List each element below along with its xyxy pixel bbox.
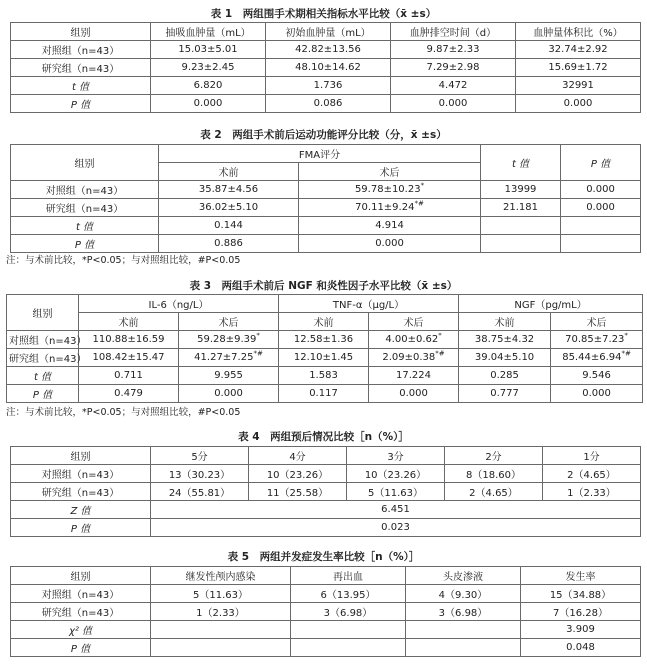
cell-value: 2.09±0.38: [382, 352, 436, 363]
table-cell: 0.000: [561, 199, 641, 217]
table3-ngf-header: NGF（pg/mL）: [459, 295, 643, 313]
table4-header-cell: 1分: [543, 447, 641, 465]
table-cell: 6.451: [151, 501, 641, 519]
table-cell: 24（55.81）: [151, 483, 249, 501]
row-label: P 值: [7, 385, 79, 403]
row-label: 研究组（n=43）: [11, 603, 151, 621]
cell-value: 85.44±6.94: [562, 352, 622, 363]
table5-header-cell: 组别: [11, 567, 151, 585]
table-cell: [561, 217, 641, 235]
table1-title: 表 1 两组围手术期相关指标水平比较（x̄ ±s）: [210, 8, 437, 20]
table-cell: 9.955: [179, 367, 279, 385]
table5-header-cell: 继发性颅内感染: [151, 567, 291, 585]
table-cell: 3.909: [521, 621, 641, 639]
row-label: 研究组（n=43）: [7, 349, 79, 367]
table-cell: [481, 235, 561, 253]
table-cell: 1（2.33）: [543, 483, 641, 501]
table-cell: 5（11.63）: [151, 585, 291, 603]
table3-tnf-header: TNF-α（μg/L）: [279, 295, 459, 313]
table-cell: 108.42±15.47: [79, 349, 179, 367]
row-label: 研究组（n=43）: [11, 483, 151, 501]
table1-header-cell: 初始血肿量（mL）: [266, 23, 391, 41]
table1-header-cell: 抽吸血肿量（mL）: [151, 23, 266, 41]
table-cell: 7（16.28）: [521, 603, 641, 621]
table-row: [11, 95, 641, 113]
table-cell: [179, 349, 279, 367]
table-row: [11, 585, 641, 603]
significance-mark: *: [420, 181, 425, 190]
table4-header-cell: 4分: [249, 447, 347, 465]
significance-mark: *: [438, 331, 442, 340]
table-cell: [369, 331, 459, 349]
table-row: [7, 385, 643, 403]
table4-header-cell: 2分: [445, 447, 543, 465]
row-label: P 值: [11, 639, 151, 657]
table-cell: 35.87±4.56: [159, 181, 299, 199]
row-label: 研究组（n=43）: [11, 199, 159, 217]
cell-value: 41.27±7.25: [194, 352, 254, 363]
table3-note: 注：与术前比较，*P<0.05；与对照组比较，#P<0.05: [6, 407, 241, 418]
row-label: χ² 值: [11, 621, 151, 639]
row-label: t 值: [7, 367, 79, 385]
cell-value: 59.28±9.39: [197, 334, 257, 345]
table-cell: 6.820: [151, 77, 266, 95]
table-cell: 4.472: [391, 77, 516, 95]
table4: [10, 446, 641, 537]
table-cell: [299, 199, 481, 217]
table4-header-cell: 5分: [151, 447, 249, 465]
table-cell: 1.583: [279, 367, 369, 385]
table-cell: 4（9.30）: [406, 585, 521, 603]
table-cell: 39.04±5.10: [459, 349, 551, 367]
significance-mark: *: [624, 331, 628, 340]
table-cell: 0.086: [266, 95, 391, 113]
table-cell: 1.736: [266, 77, 391, 95]
table-cell: 2（4.65）: [543, 465, 641, 483]
table-row: [11, 181, 641, 199]
table1: [10, 22, 641, 113]
row-label: 对照组（n=43）: [11, 585, 151, 603]
post-header: 术后: [179, 313, 279, 331]
table-cell: 0.000: [391, 95, 516, 113]
table-row: [11, 603, 641, 621]
table2-title: 表 2 两组手术前后运动功能评分比较（分，x̄ ±s）: [200, 129, 447, 141]
table5-header-cell: 发生率: [521, 567, 641, 585]
significance-mark: *#: [621, 349, 631, 358]
table-cell: 32991: [516, 77, 641, 95]
table-cell: 0.023: [151, 519, 641, 537]
table-cell: 5（11.63）: [347, 483, 445, 501]
significance-mark: *#: [435, 349, 445, 358]
table4-header-cell: 3分: [347, 447, 445, 465]
table-cell: [291, 621, 406, 639]
table-row: [11, 501, 641, 519]
table2-post-header: 术后: [299, 163, 481, 181]
table2: [10, 144, 641, 253]
table-cell: 8（18.60）: [445, 465, 543, 483]
table-cell: 0.144: [159, 217, 299, 235]
table-cell: 0.000: [516, 95, 641, 113]
table-row: [11, 235, 641, 253]
table2-p-header: P 值: [561, 145, 641, 181]
row-label: t 值: [11, 217, 159, 235]
table-row: [7, 367, 643, 385]
table-cell: 110.88±16.59: [79, 331, 179, 349]
table-cell: 0.000: [551, 385, 643, 403]
table-cell: 0.000: [151, 95, 266, 113]
cell-value: 70.85±7.23: [565, 334, 625, 345]
row-label: P 值: [11, 519, 151, 537]
table-row: [11, 77, 641, 95]
row-label: 对照组（n=43）: [11, 181, 159, 199]
table-cell: 0.000: [369, 385, 459, 403]
table-cell: [299, 181, 481, 199]
table2-fma-header: FMA评分: [159, 145, 481, 163]
table1-header-row: [11, 23, 641, 41]
table2-note: 注：与术前比较，*P<0.05；与对照组比较，#P<0.05: [6, 255, 241, 266]
pre-header: 术前: [79, 313, 179, 331]
table-cell: [151, 639, 291, 657]
table-cell: 0.117: [279, 385, 369, 403]
pre-header: 术前: [279, 313, 369, 331]
row-label: P 值: [11, 95, 151, 113]
table-cell: 2（4.65）: [445, 483, 543, 501]
table-cell: 0.886: [159, 235, 299, 253]
table-cell: 13（30.23）: [151, 465, 249, 483]
row-label: Z 值: [11, 501, 151, 519]
table-cell: 9.546: [551, 367, 643, 385]
table3-il6-header: IL-6（ng/L）: [79, 295, 279, 313]
pre-header: 术前: [459, 313, 551, 331]
table-row: [11, 199, 641, 217]
table-cell: 0.000: [179, 385, 279, 403]
table-cell: [369, 349, 459, 367]
table-cell: 0.711: [79, 367, 179, 385]
row-label: P 值: [11, 235, 159, 253]
table-cell: [481, 217, 561, 235]
table3: [6, 294, 643, 403]
table-cell: 36.02±5.10: [159, 199, 299, 217]
row-label: 研究组（n=43）: [11, 59, 151, 77]
post-header: 术后: [369, 313, 459, 331]
table2-pre-header: 术前: [159, 163, 299, 181]
significance-mark: *#: [414, 199, 424, 208]
table-cell: [291, 639, 406, 657]
table3-group-header: 组别: [7, 295, 79, 331]
row-label: t 值: [11, 77, 151, 95]
table4-title: 表 4 两组预后情况比较［n（%）］: [238, 431, 409, 443]
table-cell: 17.224: [369, 367, 459, 385]
table-cell: [406, 621, 521, 639]
table-cell: [551, 349, 643, 367]
table-cell: 9.87±2.33: [391, 41, 516, 59]
table-row: [11, 519, 641, 537]
table-row: [7, 349, 643, 367]
table-cell: 0.479: [79, 385, 179, 403]
table4-header-cell: 组别: [11, 447, 151, 465]
table3-title: 表 3 两组手术前后 NGF 和炎性因子水平比较（x̄ ±s）: [189, 280, 458, 292]
post-header: 术后: [551, 313, 643, 331]
row-label: 对照组（n=43）: [11, 41, 151, 59]
table-row: [11, 41, 641, 59]
table-cell: 21.181: [481, 199, 561, 217]
cell-value: 70.11±9.24: [355, 202, 415, 213]
table2-group-header: 组别: [11, 145, 159, 181]
table5-header-row: [11, 567, 641, 585]
table-cell: 3（6.98）: [291, 603, 406, 621]
table5: [10, 566, 641, 657]
table-row: [7, 331, 643, 349]
table-cell: 12.10±1.45: [279, 349, 369, 367]
table-cell: 4.914: [299, 217, 481, 235]
row-label: 对照组（n=43）: [7, 331, 79, 349]
table-cell: 11（25.58）: [249, 483, 347, 501]
table-cell: 42.82±13.56: [266, 41, 391, 59]
table-cell: 0.048: [521, 639, 641, 657]
table-cell: 7.29±2.98: [391, 59, 516, 77]
table5-title: 表 5 两组并发症发生率比较［n（%）］: [227, 551, 420, 563]
table-cell: 15（34.88）: [521, 585, 641, 603]
table-cell: 48.10±14.62: [266, 59, 391, 77]
table-cell: 32.74±2.92: [516, 41, 641, 59]
table-row: [11, 217, 641, 235]
table-cell: [561, 235, 641, 253]
table-row: [11, 639, 641, 657]
cell-value: 59.78±10.23: [354, 184, 421, 195]
table-cell: [151, 621, 291, 639]
table-cell: [179, 331, 279, 349]
table-cell: 12.58±1.36: [279, 331, 369, 349]
table2-t-header: t 值: [481, 145, 561, 181]
table5-header-cell: 头皮渗液: [406, 567, 521, 585]
table-row: [11, 621, 641, 639]
table4-header-row: [11, 447, 641, 465]
row-label: 对照组（n=43）: [11, 465, 151, 483]
table-cell: 1（2.33）: [151, 603, 291, 621]
table5-header-cell: 再出血: [291, 567, 406, 585]
table-cell: [551, 331, 643, 349]
table-cell: 6（13.95）: [291, 585, 406, 603]
table-cell: 13999: [481, 181, 561, 199]
table1-header-cell: 组别: [11, 23, 151, 41]
table-cell: 0.777: [459, 385, 551, 403]
table-cell: 0.000: [561, 181, 641, 199]
table-row: [11, 483, 641, 501]
table1-header-cell: 血肿量体积比（%）: [516, 23, 641, 41]
table1-header-cell: 血肿排空时间（d）: [391, 23, 516, 41]
significance-mark: *: [256, 331, 260, 340]
table-cell: 0.285: [459, 367, 551, 385]
table-cell: 10（23.26）: [249, 465, 347, 483]
table-cell: 10（23.26）: [347, 465, 445, 483]
cell-value: 4.00±0.62: [385, 334, 439, 345]
table-cell: [406, 639, 521, 657]
table-cell: 9.23±2.45: [151, 59, 266, 77]
table-row: [11, 59, 641, 77]
table-cell: 15.03±5.01: [151, 41, 266, 59]
table-cell: 0.000: [299, 235, 481, 253]
significance-mark: *#: [253, 349, 263, 358]
table-row: [11, 465, 641, 483]
table-cell: 15.69±1.72: [516, 59, 641, 77]
table-cell: 38.75±4.32: [459, 331, 551, 349]
table-cell: 3（6.98）: [406, 603, 521, 621]
